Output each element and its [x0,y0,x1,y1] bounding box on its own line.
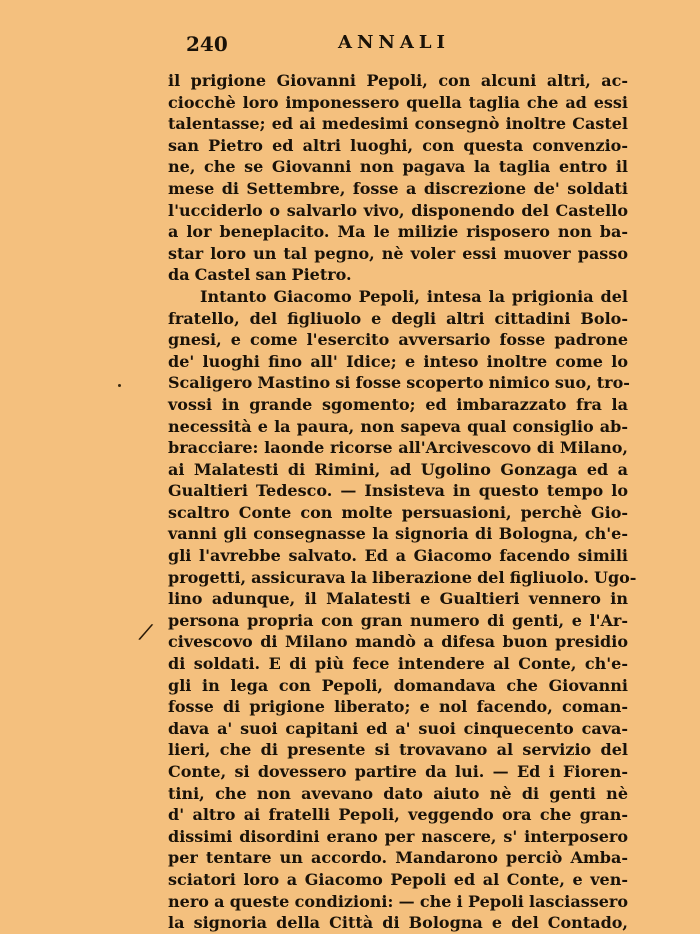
text-line: fosse di prigione liberato; e nol facendo, coman- [168,697,628,717]
text-line: de' luoghi fino all' Idice; e inteso inoltre come lo [168,351,628,371]
paragraph-1 [168,70,628,286]
page-header [168,32,628,58]
text-line: a lor beneplacito. Ma le milizie risposero non ba- [168,222,628,242]
page-number: 240 [186,32,228,56]
text-line: Gualtieri Tedesco. — Insisteva in questo tempo lo [168,481,628,501]
text-line: gnesi, e come l'esercito avversario fosse padrone [168,330,628,350]
running-title: ANNALI [338,32,450,53]
text-line: progetti, assicurava la liberazione del figliuolo. Ugo- [168,567,637,587]
text-line: persona propria con gran numero di genti, e l'Ar- [168,610,628,630]
text-line: Conte, si dovessero partire da lui. — Ed i Fioren- [168,762,628,781]
text-line: ne, che se Giovanni non pagava la taglia entro il [168,157,628,177]
text-line: star loro un tal pegno, nè voler essi muover passo [168,243,628,263]
text-line: gli in lega con Pepoli, domandava che Giovanni [168,675,628,695]
ink-speck [118,384,121,387]
text-line: fratello, del figliuolo e degli altri cittadini Bolo- [168,308,628,328]
text-line: nero a queste condizioni: — che i Pepoli lasciassero [168,891,628,911]
text-line: Intanto Giacomo Pepoli, intesa la prigionia del [200,286,628,306]
text-line: per tentare un accordo. Mandarono perciò Amba- [168,848,628,868]
text-line: san Pietro ed altri luoghi, con questa convenzio- [168,135,628,155]
text-line: ai Malatesti di Rimini, ad Ugolino Gonzaga ed a [168,459,628,479]
text-line: scaltro Conte con molte persuasioni, perchè Gio- [168,502,628,522]
text-line: vanni gli consegnasse la signoria di Bologna, ch'e- [168,524,628,544]
text-line: talentasse; ed ai medesimi consegnò inoltre Castel [168,114,628,134]
text-line: sciatori loro a Giacomo Pepoli ed al Conte, e ven- [168,869,628,889]
text-line: bracciare: laonde ricorse all'Arcivescovo di Milano, [168,438,628,458]
text-line: l'ucciderlo o salvarlo vivo, disponendo del Castello [168,200,628,220]
text-line: lieri, che di presente si trovavano al servizio del [168,740,628,760]
text-line: Scaligero Mastino si fosse scoperto nimico suo, tro- [168,373,630,393]
text-line: il prigione Giovanni Pepoli, con alcuni altri, ac- [168,71,628,90]
text-line: necessità e la paura, non sapeva qual consiglio ab- [168,416,628,436]
text-line: d' altro ai fratelli Pepoli, veggendo ora che gran- [168,805,628,825]
text-line: lino adunque, il Malatesti e Gualtieri vennero in [168,589,628,609]
text-line: dissimi disordini erano per nascere, s' interposero [168,826,628,846]
paragraph-2 [168,286,637,934]
text-line: mese di Settembre, fosse a discrezione de' soldati [168,178,628,198]
text-line: tini, che non avevano dato aiuto nè di genti nè [168,783,628,803]
text-line: ciocchè loro imponessero quella taglia che ad essi [168,92,628,112]
text-line: dava a' suoi capitani ed a' suoi cinquecento cava- [168,718,628,738]
text-line: da Castel san Pietro. [168,265,352,285]
body-text [168,70,637,934]
text-line: di soldati. E di più fece intendere al Conte, ch'e- [168,654,628,674]
text-line: gli l'avrebbe salvato. Ed a Giacomo facendo simili [168,546,628,566]
margin-annotation-mark: / [139,619,153,646]
text-line: vossi in grande sgomento; ed imbarazzato fra la [168,394,628,414]
text-line: la signoria della Città di Bologna e del Contado, [168,913,628,933]
text-line: civescovo di Milano mandò a difesa buon presidio [168,632,628,652]
